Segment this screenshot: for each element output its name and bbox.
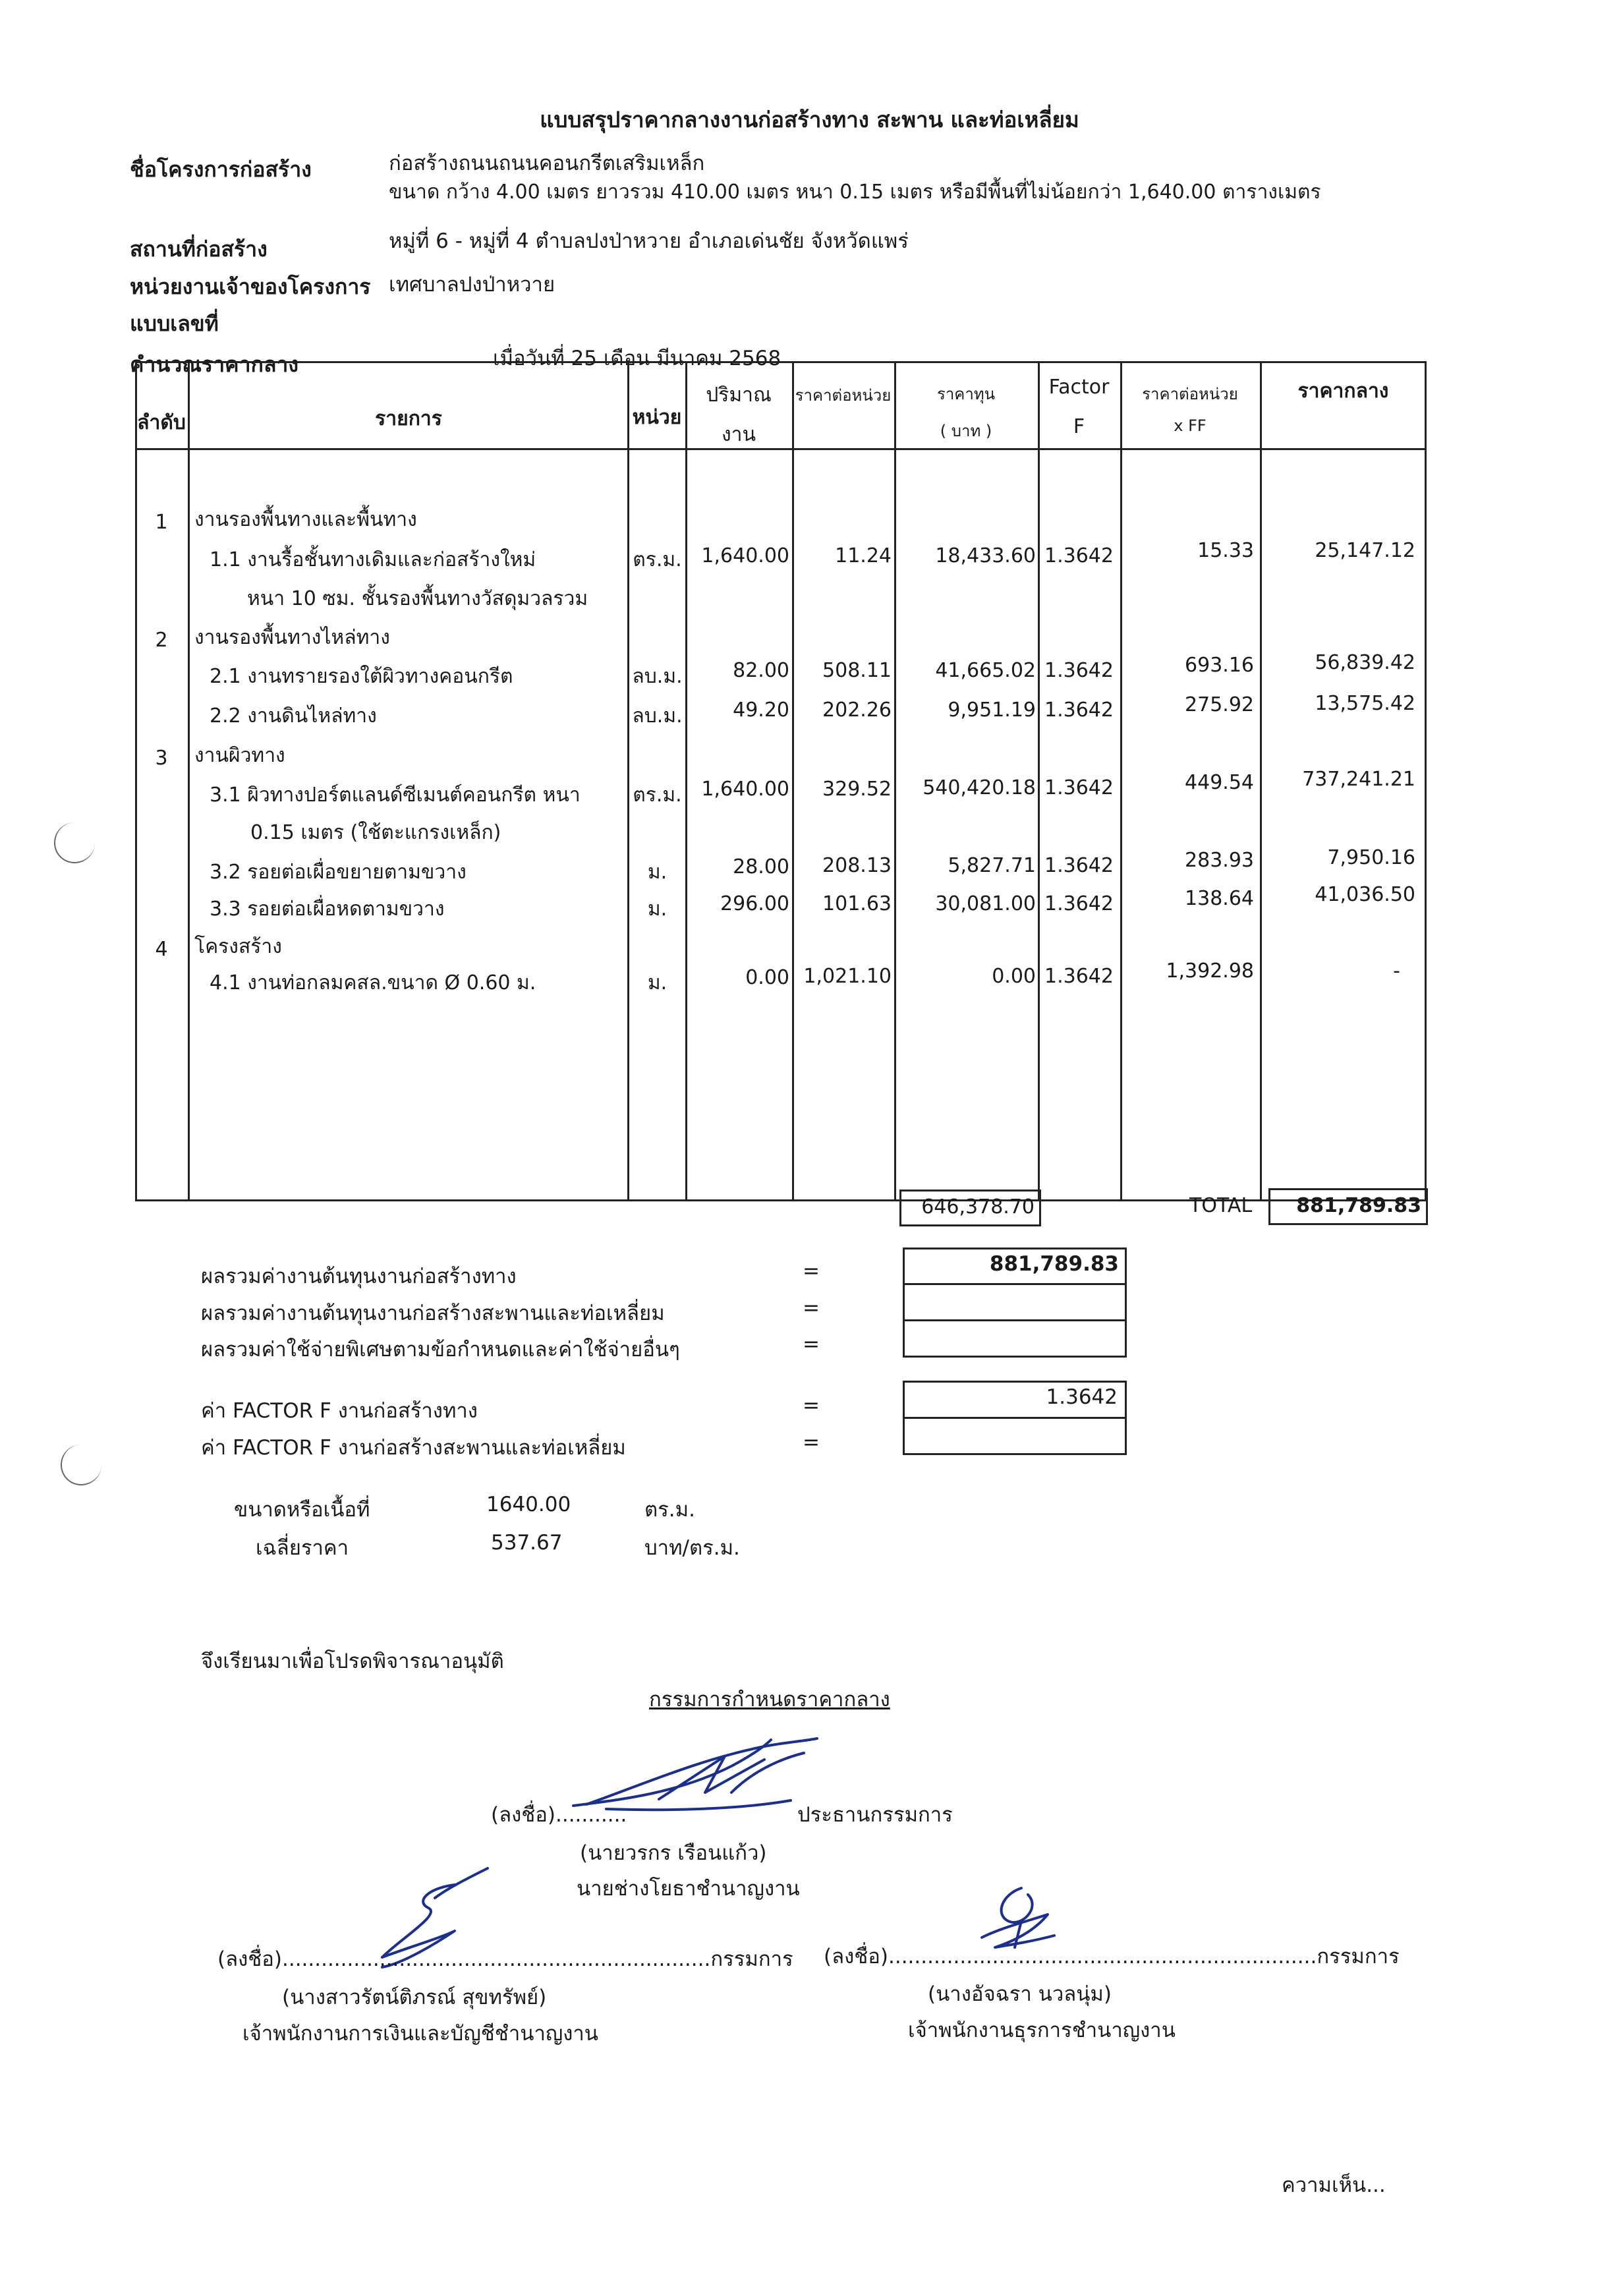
- avg-price-unit: บาท/ตร.ม.: [644, 1536, 740, 1560]
- row-unit: ลบ.ม.: [632, 665, 683, 688]
- factor-bridge-box: [903, 1417, 1127, 1455]
- row-qty: 0.00: [745, 966, 789, 989]
- committee-title: กรรมการกำหนดราคากลาง: [649, 1688, 890, 1711]
- row-factor: 1.3642: [1044, 776, 1114, 799]
- agency-value: เทศบาลปงป่าหวาย: [389, 273, 555, 297]
- punch-hole-mark: [61, 1445, 101, 1485]
- row-median: 41,036.50: [1315, 883, 1415, 906]
- header-cost-2: ( บาท ): [940, 422, 992, 440]
- row-median: 7,950.16: [1327, 846, 1415, 869]
- member2-sign-line: (ลงชื่อ)..................................................................กรรมการ: [824, 1945, 1400, 1968]
- header-qty-1: ปริมาณ: [706, 384, 772, 407]
- row-unit: ตร.ม.: [633, 548, 682, 571]
- row-unit: ม.: [647, 971, 667, 994]
- row-median: 25,147.12: [1315, 539, 1415, 562]
- row-unit: ม.: [647, 898, 667, 921]
- header-factor-2: F: [1073, 415, 1085, 438]
- col-divider-unit: [685, 361, 687, 1201]
- row-no: 4: [155, 938, 168, 961]
- calc-label: คำนวณราคากลาง: [130, 352, 299, 377]
- row-factor: 1.3642: [1044, 544, 1114, 567]
- member1-sign-line: (ลงชื่อ)..................................................................กรรมการ: [217, 1947, 793, 1971]
- row-cost: 5,827.71: [948, 854, 1036, 877]
- row-qty: 28.00: [733, 855, 789, 878]
- bridge-cost-box: [903, 1283, 1127, 1321]
- row-factor: 1.3642: [1044, 659, 1114, 682]
- chair-sign-prefix: (ลงชื่อ)...........: [491, 1803, 627, 1827]
- row-factor: 1.3642: [1044, 699, 1114, 722]
- row-ppu: 275.92: [1185, 693, 1254, 716]
- row-ppu: 693.16: [1185, 654, 1254, 677]
- special-cost-box: [903, 1319, 1127, 1358]
- location-value: หมู่ที่ 6 - หมู่ที่ 4 ตำบลปงป่าหวาย อำเภอเด่นชัย จังหวัดแพร่: [389, 229, 909, 253]
- cost-total: 646,378.70: [921, 1195, 1035, 1219]
- row-unit-price: 208.13: [822, 854, 892, 877]
- header-unit-price: ราคาต่อหน่วย: [795, 386, 892, 405]
- row-qty: 296.00: [720, 892, 789, 915]
- chair-position: นายช่างโยธาชำนาญงาน: [577, 1877, 800, 1901]
- special-cost-label: ผลรวมค่าใช้จ่ายพิเศษตามข้อกำหนดและค่าใช้จ่ายอื่นๆ: [201, 1338, 680, 1362]
- row-ppu: 283.93: [1185, 849, 1254, 872]
- row-unit-price: 11.24: [835, 544, 892, 567]
- area-unit: ตร.ม.: [644, 1498, 695, 1522]
- punch-hole-mark: [54, 822, 95, 863]
- total-label: TOTAL: [1189, 1194, 1253, 1217]
- equals-sign: =: [803, 1296, 820, 1320]
- row-qty: 1,640.00: [701, 778, 789, 801]
- row-unit: ตร.ม.: [633, 784, 682, 807]
- road-cost-label: ผลรวมค่างานต้นทุนงานก่อสร้างทาง: [201, 1265, 517, 1288]
- agency-label: หน่วยงานเจ้าของโครงการ: [130, 274, 371, 299]
- project-line-2: ขนาด กว้าง 4.00 เมตร ยาวรวม 410.00 เมตร หนา 0.15 เมตร หรือมีพื้นที่ไม่น้อยกว่า 1,640.00 ตารางเมตร: [389, 181, 1321, 204]
- row-unit-price: 329.52: [822, 778, 892, 801]
- row-unit-price: 202.26: [822, 699, 892, 722]
- row-median: 13,575.42: [1315, 692, 1415, 715]
- row-unit-price: 508.11: [822, 659, 892, 682]
- avg-price-value: 537.67: [491, 1531, 563, 1555]
- location-label: สถานที่ก่อสร้าง: [130, 237, 268, 262]
- row-item: 2.1 งานทรายรองใต้ผิวทางคอนกรีต: [210, 665, 513, 688]
- row-median: -: [1393, 960, 1400, 983]
- row-group-title: งานรองพื้นทางและพื้นทาง: [194, 508, 417, 531]
- col-divider-no: [188, 361, 190, 1201]
- equals-sign: =: [803, 1333, 820, 1356]
- header-median-price: ราคากลาง: [1297, 380, 1389, 403]
- row-cost: 18,433.60: [935, 544, 1036, 567]
- calc-date: เมื่อวันที่ 25 เดือน มีนาคม 2568: [493, 347, 781, 370]
- row-cost: 41,665.02: [935, 659, 1036, 682]
- row-factor: 1.3642: [1044, 892, 1114, 915]
- row-unit-price: 101.63: [822, 892, 892, 915]
- header-item: รายการ: [375, 407, 442, 430]
- factor-road-value: 1.3642: [1046, 1385, 1118, 1409]
- row-item: 3.1 ผิวทางปอร์ตแลนด์ซีเมนต์คอนกรีต หนา: [210, 784, 581, 807]
- row-no: 3: [155, 747, 168, 770]
- header-unit: หน่วย: [632, 406, 682, 429]
- row-qty: 1,640.00: [701, 544, 789, 567]
- chair-name: (นายวรกร เรือนแก้ว): [580, 1841, 767, 1865]
- row-item: 4.1 งานท่อกลมคสล.ขนาด Ø 0.60 ม.: [210, 971, 536, 994]
- member2-position: เจ้าพนักงานธุรการชำนาญงาน: [908, 2019, 1176, 2042]
- member1-position: เจ้าพนักงานการเงินและบัญชีชำนาญงาน: [242, 2022, 599, 2046]
- header-ppu-1: ราคาต่อหน่วย: [1142, 385, 1238, 403]
- row-median: 737,241.21: [1302, 768, 1415, 791]
- project-label: ชื่อโครงการก่อสร้าง: [130, 157, 312, 182]
- row-ppu: 15.33: [1197, 539, 1254, 562]
- row-cost: 0.00: [992, 965, 1036, 988]
- road-cost-value: 881,789.83: [989, 1252, 1119, 1276]
- factor-road-label: ค่า FACTOR F งานก่อสร้างทาง: [201, 1399, 478, 1423]
- header-qty-2: งาน: [721, 423, 756, 446]
- row-median: 56,839.42: [1315, 651, 1415, 674]
- area-label: ขนาดหรือเนื้อที่: [234, 1498, 370, 1522]
- row-ppu: 1,392.98: [1166, 960, 1254, 983]
- member2-name: (นางอัจฉรา นวลนุ่ม): [928, 1982, 1112, 2006]
- row-cost: 540,420.18: [923, 776, 1036, 799]
- row-cost: 9,951.19: [948, 699, 1036, 722]
- row-item-continued: 0.15 เมตร (ใช้ตะแกรงเหล็ก): [250, 821, 501, 844]
- avg-price-label: เฉลี่ยราคา: [256, 1536, 349, 1560]
- row-unit-price: 1,021.10: [803, 965, 892, 988]
- header-factor-1: Factor: [1048, 376, 1110, 399]
- row-ppu: 449.54: [1185, 771, 1254, 794]
- header-no: ลำดับ: [137, 411, 186, 434]
- row-item: 1.1 งานรื้อชั้นทางเดิมและก่อสร้างใหม่: [210, 548, 536, 571]
- row-factor: 1.3642: [1044, 854, 1114, 877]
- row-item-continued: หนา 10 ซม. ชั้นรองพื้นทางวัสดุมวลรวม: [247, 587, 588, 610]
- chair-sign-suffix: ประธานกรรมการ: [797, 1803, 953, 1827]
- area-value: 1640.00: [486, 1493, 571, 1516]
- form-number-label: แบบเลขที่: [130, 311, 219, 336]
- row-ppu: 138.64: [1185, 887, 1254, 910]
- row-item: 3.2 รอยต่อเผื่อขยายตามขวาง: [210, 861, 467, 884]
- factor-bridge-label: ค่า FACTOR F งานก่อสร้างสะพานและท่อเหลี่ยม: [201, 1436, 626, 1460]
- row-qty: 82.00: [733, 659, 789, 682]
- next-page-note: ความเห็น...: [1282, 2173, 1386, 2197]
- row-group-title: งานผิวทาง: [194, 744, 285, 767]
- row-item: 2.2 งานดินไหล่ทาง: [210, 704, 377, 728]
- row-unit: ลบ.ม.: [632, 704, 683, 728]
- equals-sign: =: [803, 1431, 820, 1454]
- request-approval-text: จึงเรียนมาเพื่อโปรดพิจารณาอนุมัติ: [201, 1650, 504, 1673]
- equals-sign: =: [803, 1259, 820, 1283]
- bridge-cost-label: ผลรวมค่างานต้นทุนงานก่อสร้างสะพานและท่อเหลี่ยม: [201, 1302, 665, 1325]
- grand-total: 881,789.83: [1296, 1194, 1421, 1217]
- row-factor: 1.3642: [1044, 965, 1114, 988]
- row-unit: ม.: [647, 861, 667, 884]
- row-no: 1: [155, 511, 168, 534]
- row-no: 2: [155, 629, 168, 652]
- row-qty: 49.20: [733, 699, 789, 722]
- member1-name: (นางสาวรัตน์ติภรณ์ สุขทรัพย์): [282, 1986, 547, 2009]
- row-group-title: โครงสร้าง: [194, 935, 282, 958]
- document-title: แบบสรุปราคากลางงานก่อสร้างทาง สะพาน และท่อเหลี่ยม: [540, 107, 1079, 132]
- equals-sign: =: [803, 1394, 820, 1418]
- header-ppu-2: x FF: [1174, 416, 1207, 435]
- project-line-1: ก่อสร้างถนนถนนคอนกรีตเสริมเหล็ก: [389, 152, 705, 175]
- row-group-title: งานรองพื้นทางไหล่ทาง: [194, 626, 390, 649]
- row-cost: 30,081.00: [935, 892, 1036, 915]
- row-item: 3.3 รอยต่อเผื่อหดตามขวาง: [210, 898, 445, 921]
- header-cost-1: ราคาทุน: [936, 385, 996, 403]
